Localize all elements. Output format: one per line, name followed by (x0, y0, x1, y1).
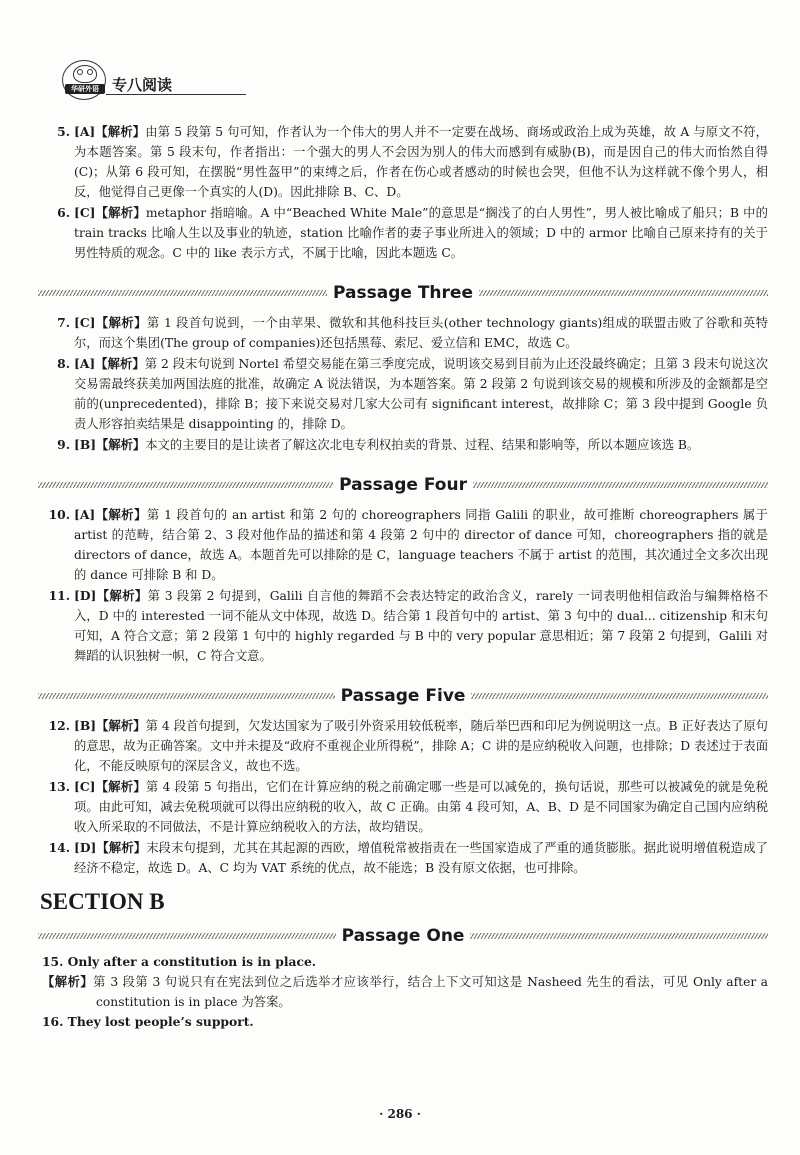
passage-five-divider (38, 682, 768, 710)
analysis-tag: 【解析】 (95, 507, 147, 522)
explanation-text: 末段末句提到，尤其在其起源的西欧，增值税常被指责在一些国家造成了严重的通货膨胀。据此说明增值税造成了经济不稳定，故选 D。A、C 均为 VAT 系统的优点，故不能选；B 没有原文依据，也可排除。 (74, 841, 768, 875)
analysis-tag: 【解析】 (96, 840, 147, 855)
passage-three-title: Passage Three (333, 283, 473, 303)
explanation-text: 第 2 段末句说到 Nortel 希望交易能在第三季度完成，说明该交易到目前为止还没最终确定；且第 3 段末句说这次交易需最终获美加两国法庭的批准，故确定 A 说法错误，为本题答案。第 2 段第 2 句说到该交易的规模和所涉及的金额都是空前的(unprecedented)，排除 B；接下来说交易对几家大公司有 significant interest，故排除 C；第 3 段中提到 Google 负责人形容拍卖结果是 disappointing 的，排除 D。 (74, 357, 768, 431)
explanation-text: 第 4 段第 5 句指出，它们在计算应纳的税之前确定哪一些是可以减免的，换句话说，那些可以被减免的就是免税项。由此可知，减去免税项就可以得出应纳税的收入，故 C 正确。由第 4 段可知，A、B、D 是不同国家为确定自己国内应纳税收入所采取的不同做法，不是计算应纳税收入的方法，故均错误。 (74, 780, 768, 834)
analysis-tag: 【解析】 (95, 205, 146, 220)
answer-item (38, 354, 768, 434)
question-number: 11. (48, 588, 70, 603)
section-b-title: SECTION B (40, 889, 165, 914)
analysis-tag: 【解析】 (95, 315, 147, 330)
passage-four-items (38, 505, 768, 666)
section-b-passage-one-title: Passage One (341, 926, 465, 946)
answer-letter: [A] (74, 124, 96, 139)
answer-letter: [C] (74, 779, 96, 794)
section-b-passage-one-divider (38, 922, 768, 950)
question-15-explanation (38, 972, 768, 1012)
question-15-answer: 15. Only after a constitution is in place. (42, 954, 317, 969)
answer-letter: [A] (74, 356, 96, 371)
question-number: 14. (48, 840, 70, 855)
answer-item (38, 122, 768, 202)
logo-brand-text: 华研外语 (65, 84, 105, 94)
question-number: 6. (57, 205, 70, 220)
explanation-text: metaphor 指暗喻。A 中“Beached White Male”的意思是“搁浅了的白人男性”，男人被比喻成了船只；B 中的 train tracks 比喻人生以及事业的轨迹，station 比喻作者的妻子事业所进入的领域；D 中的 armor 比喻自己原来持有的关于男性特质的观念。C 中的 like 表示方式，不属于比喻，因此本题选 C。 (74, 206, 768, 260)
explanation-text: 第 4 段首句提到，欠发达国家为了吸引外资采用较低税率，随后举巴西和印尼为例说明这一点。B 正好表达了原句的意思，故为正确答案。文中并未提及“政府不重视企业所得税”，排除 A；C 讲的是应纳税收入问题，也排除；D 表述过于表面化，不能反映原句的深层含义，故也不选。 (74, 719, 768, 773)
passage-four-divider (38, 471, 768, 499)
answer-letter: [B] (74, 718, 97, 733)
answer-item (38, 777, 768, 837)
passage-four-title: Passage Four (339, 475, 467, 495)
page-number: · 286 · (379, 1107, 421, 1121)
book-title: 专八阅读 (112, 76, 173, 94)
question-16-answer: 16. They lost people’s support. (42, 1014, 254, 1029)
analysis-tag: 【解析】 (96, 718, 146, 733)
answer-item (38, 435, 768, 455)
question-number: 9. (57, 437, 70, 452)
question-number: 12. (48, 718, 70, 733)
explanation-text: 第 1 段首句说到，一个由苹果、微软和其他科技巨头(other technology giants)组成的联盟击败了谷歌和英特尔，而这个集团(The group of companies)还包括黑莓、索尼、爱立信和 EMC，故选 C。 (74, 316, 768, 350)
explanation-text: 第 1 段首句的 an artist 和第 2 句的 choreographers 同指 Galili 的职业，故可推断 choreographers 属于 artist 的范畴，结合第 2、3 段对他作品的描述和第 4 段第 2 句中的 director of dance 可知，choreographers 指的就是 directors of dance，故选 A。本题首先可以排除的是 C，language teachers 不属于 artist 的范围，其次通过全文多次出现的 dance 可排除 B 和 D。 (74, 508, 768, 582)
question-number: 5. (57, 124, 70, 139)
analysis-tag: 【解析】 (96, 437, 146, 452)
passage-five-title: Passage Five (340, 686, 466, 706)
answer-item (38, 716, 768, 776)
passage-three-divider (38, 279, 768, 307)
analysis-tag: 【解析】 (95, 124, 146, 139)
answer-letter: [B] (74, 437, 97, 452)
answer-item (38, 586, 768, 666)
frog-logo-icon (62, 60, 106, 100)
question-number: 8. (57, 356, 70, 371)
analysis-tag: 【解析】 (42, 974, 94, 989)
explanation-text: 第 3 段第 2 句提到，Galili 自言他的舞蹈不会表达特定的政治含义，rarely 一词表明他相信政治与编舞格格不入，D 中的 interested 一词不能从文中体现，故选 D。结合第 1 段首句中的 artist、第 3 句中的 dual... citizenship 和末句可知，A 符合文意；第 2 段第 1 句中的 highly regarded 与 B 中的 very popular 意思相近；第 7 段第 2 句提到，Galili 对舞蹈的认识独树一帜，C 符合文意。 (74, 589, 768, 663)
answer-item (38, 203, 768, 263)
answer-letter: [C] (74, 205, 96, 220)
question-number: 7. (57, 315, 70, 330)
answer-item (38, 313, 768, 353)
answer-item (38, 838, 768, 878)
question-15-explanation-text: 第 3 段第 3 句说只有在宪法到位之后选举才应该举行，结合上下文可知这是 Nasheed 先生的看法，可见 Only after a constitution is in place 为答案。 (93, 975, 768, 1009)
answer-item (38, 505, 768, 585)
answer-letter: [A] (74, 507, 96, 522)
analysis-tag: 【解析】 (95, 356, 145, 371)
explanation-text: 由第 5 段第 5 句可知，作者认为一个伟大的男人并不一定要在战场、商场或政治上成为英雄，故 A 与原文不符，为本题答案。第 5 段末句，作者指出：一个强大的男人不会因为别人的伟大而感到有威胁(B)，而是因自己的伟大而怡然自得(C)；从第 6 段可知，在摆脱“男性盔甲”的束缚之后，作者在伤心或者感动的时候也会哭，但他不认为这样就不像个男人，相反，他觉得自己更像一个真实的人(D)。因此排除 B、C、D。 (74, 125, 768, 199)
answer-explanations (38, 122, 768, 1032)
question-number: 10. (48, 507, 70, 522)
answer-letter: [D] (74, 840, 97, 855)
answer-letter: [D] (74, 588, 97, 603)
passage-five-items (38, 716, 768, 878)
analysis-tag: 【解析】 (96, 588, 148, 603)
analysis-tag: 【解析】 (95, 779, 146, 794)
page-header (62, 60, 362, 100)
section-a-continued (38, 122, 768, 263)
explanation-text: 本文的主要目的是让读者了解这次北电专利权拍卖的背景、过程、结果和影响等，所以本题应该选 B。 (145, 438, 700, 452)
passage-three-items (38, 313, 768, 455)
answer-letter: [C] (74, 315, 96, 330)
question-number: 13. (48, 779, 70, 794)
